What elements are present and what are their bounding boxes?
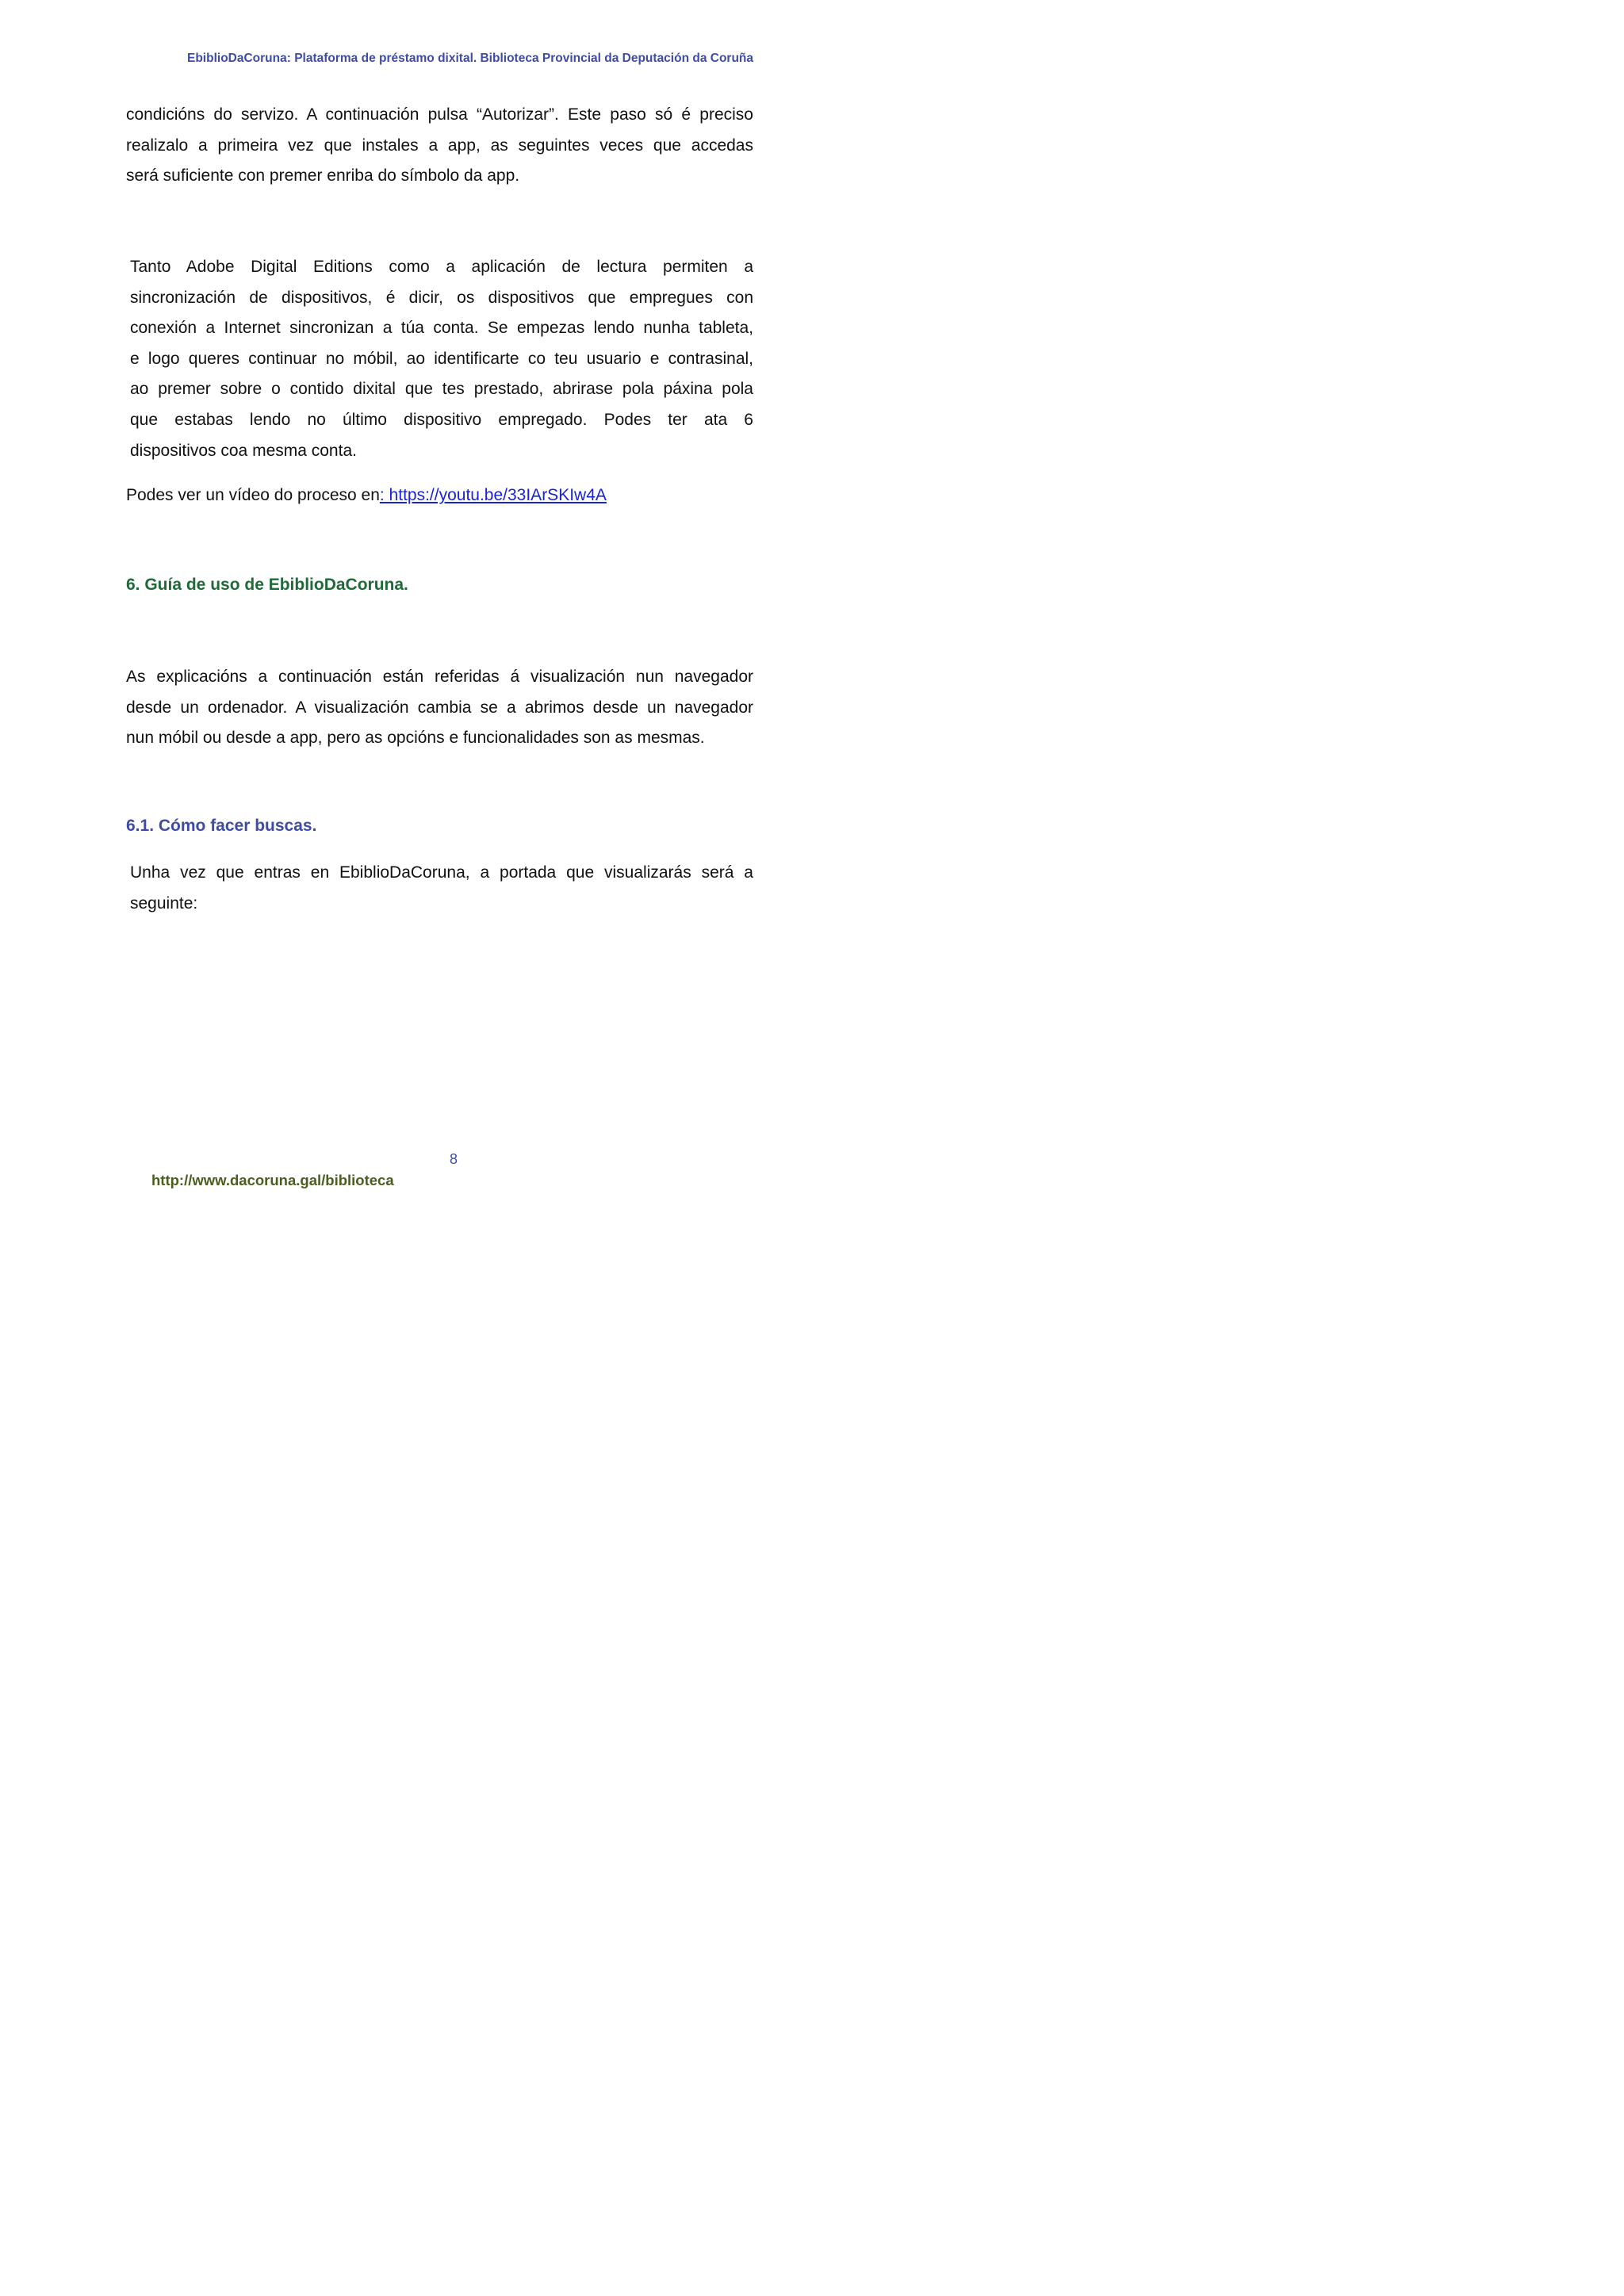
section-6-1-heading: 6.1. Cómo facer buscas. <box>126 817 317 835</box>
paragraph-line: sincronización de dispositivos, é dicir, os dispositivos que empregues con <box>130 288 753 307</box>
video-prefix-text: Podes ver un vídeo do proceso en <box>126 486 380 504</box>
paragraph-line: Unha vez que entras en EbiblioDaCoruna, a portada que visualizarás será a <box>130 863 753 882</box>
video-link[interactable]: : https://youtu.be/33IArSKIw4A <box>379 486 607 504</box>
paragraph-authorize <box>126 100 753 192</box>
paragraph-line: condicións do servizo. A continuación pulsa “Autorizar”. Este paso só é preciso <box>126 105 753 124</box>
paragraph-line: Tanto Adobe Digital Editions como a aplicación de lectura permiten a <box>130 258 753 276</box>
running-header: EbiblioDaCoruna: Plataforma de préstamo dixital. Biblioteca Provincial da Deputación da Coruña <box>187 52 753 65</box>
paragraph-line: As explicacións a continuación están referidas á visualización nun navegador <box>126 668 753 686</box>
paragraph-line: que estabas lendo no último dispositivo empregado. Podes ter ata 6 <box>130 410 753 429</box>
paragraph-sync <box>130 252 753 466</box>
paragraph-line: realizalo a primeira vez que instales a app, as seguintes veces que accedas <box>126 136 753 155</box>
paragraph-line: dispositivos coa mesma conta. <box>130 441 357 460</box>
paragraph-line: ao premer sobre o contido dixital que tes prestado, abrirase pola páxina pola <box>130 380 753 399</box>
paragraph-line: e logo queres continuar no móbil, ao identificarte co teu usuario e contrasinal, <box>130 349 753 368</box>
paragraph-line: conexión a Internet sincronizan a túa conta. Se empezas lendo nunha tableta, <box>130 319 753 338</box>
video-paragraph <box>126 484 607 507</box>
page-number: 8 <box>449 1151 458 1167</box>
paragraph-line: desde un ordenador. A visualización cambia se a abrimos desde un navegador <box>126 698 753 717</box>
paragraph-line: será suficiente con premer enriba do símbolo da app. <box>126 166 520 186</box>
paragraph-portada <box>130 858 753 919</box>
paragraph-line: nun móbil ou desde a app, pero as opcións e funcionalidades son as mesmas. <box>126 729 705 748</box>
section-6-heading: 6. Guía de uso de EbiblioDaCoruna. <box>126 576 408 594</box>
footer-url: http://www.dacoruna.gal/biblioteca <box>151 1172 394 1188</box>
paragraph-visualization <box>126 662 753 754</box>
paragraph-line: seguinte: <box>130 894 198 913</box>
